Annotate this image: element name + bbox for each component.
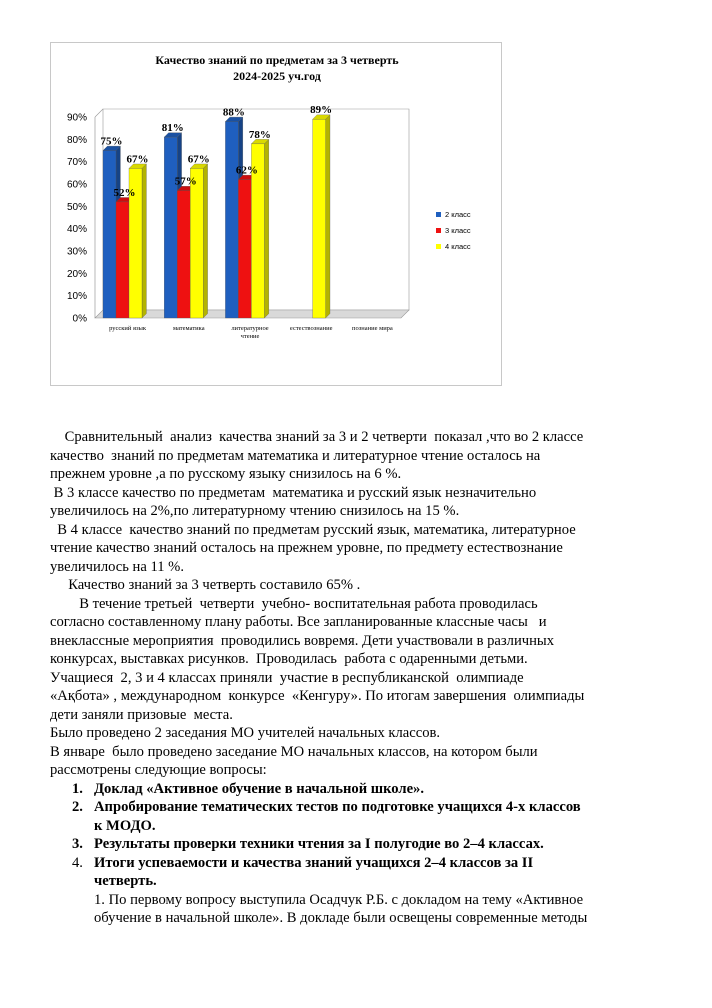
paragraph-3-line: увеличилось на 11 %. [50,558,184,575]
bar-2-klass-1 [103,151,116,319]
bar-3-klass-2 [177,191,190,318]
list-number: 1. [72,780,83,797]
y-tick-label: 90% [66,112,87,124]
paragraph-5-line: внеклассные мероприятия проводились вовремя. Дети участвовали в различных [50,632,555,649]
y-tick-label: 80% [66,134,87,146]
legend-entry: 2 класс [445,210,471,219]
legend-swatch [436,212,441,217]
legend-swatch [436,228,441,233]
x-category-label: познание мира [351,325,393,332]
agenda-item-text: к МОДО. [94,817,156,834]
paragraph-5-line: Учащиеся 2, 3 и 4 классах приняли участие в республиканской олимпиаде [50,669,524,686]
y-tick-label: 10% [66,291,87,303]
paragraph-1-line: Сравнительный анализ качества знаний за 3 и 2 четверти показал ,что во 2 классе [50,429,584,445]
agenda-item-text: Доклад «Активное обучение в начальной школе». [94,780,425,797]
paragraph-2-line: увеличилось на 2%,по литературному чтению снизилось на 15 %. [50,503,460,519]
paragraph-5-line: согласно составленному плану работы. Все запланированные классные часы и [50,614,547,630]
agenda-item [50,835,680,854]
bar-4-klass-3-side [264,139,268,318]
data-label: 67% [126,153,149,166]
bar-2-klass-3 [225,121,238,318]
agenda-item [50,854,680,891]
data-label: 89% [310,104,333,117]
paragraph-5-line: «Ақбота» , международном конкурсе «Кенгуру». По итогам завершения олимпиады [50,688,585,704]
paragraph-5-line: конкурсах, выставках рисунков. Проводилась работа с одаренными детьми. [50,651,528,667]
paragraph-7-line: В январе было проведено заседание МО начальных классов, на котором были [50,743,538,760]
data-label: 88% [222,106,245,119]
agenda-item-text: Итоги успеваемости и качества знаний учащихся 2–4 классов за II [94,854,534,871]
x-category-label: литературное [231,325,269,332]
bar-2-klass-2 [164,137,177,318]
data-label: 57% [174,175,197,188]
x-category-label: чтение [240,333,260,340]
bar-chart [51,43,501,385]
legend-entry: 3 класс [445,226,471,235]
x-category-label: русский язык [109,325,147,332]
data-label: 81% [161,122,184,135]
legend-entry: 4 класс [445,242,471,251]
bar-4-klass-4 [313,119,326,318]
paragraph-3-line: чтение качество знаний осталось на прежнем уровне, по предмету естествознание [50,540,563,556]
list-number: 3. [72,836,83,852]
sub-paragraph-line: 1. По первому вопросу выступила Осадчук Р.Б. с докладом на тему «Активное [94,891,584,908]
list-number: 4. [72,854,83,871]
y-axis-edge [95,109,103,117]
paragraph-2-line: В 3 классе качество по предметам математика и русский язык незначительно [50,484,537,501]
chart-title-line2: 2024-2025 уч.год [233,69,321,83]
data-label: 67% [187,153,210,166]
legend-swatch [436,244,441,249]
x-category-label: естествознание [289,325,333,332]
y-tick-label: 60% [66,179,87,191]
agenda-item-text: Результаты проверки техники чтения за I полугодие во 2–4 классах. [94,836,544,852]
paragraph-4-line: Качество знаний за 3 четверть составило 65% . [50,577,361,593]
data-label: 75% [100,135,123,148]
bar-3-klass-1 [116,202,129,318]
data-label: 78% [248,128,271,141]
data-label: 62% [235,164,258,177]
bar-4-klass-4-side [326,115,330,318]
y-tick-label: 50% [66,201,87,213]
paragraph-1-line: прежнем уровне ,а по русскому языку снизилось на 6 %. [50,466,402,482]
y-tick-label: 30% [66,246,87,258]
paragraph-5-line: В течение третьей четверти учебно- воспитательная работа проводилась [50,595,538,612]
bar-4-klass-2-side [203,164,207,318]
agenda-item-text: Апробирование тематических тестов по подготовке учащихся 4-х классов [94,799,581,815]
agenda-item [50,780,680,799]
bar-4-klass-1-side [142,164,146,318]
paragraph-6-line: Было проведено 2 заседания МО учителей начальных классов. [50,725,441,741]
paragraph-7-line: рассмотрены следующие вопросы: [50,762,267,778]
y-tick-label: 70% [66,157,87,169]
paragraph-1-line: качество знаний по предметам математика и литературное чтение осталось на [50,447,541,464]
y-tick-label: 20% [66,268,87,280]
agenda-item-text: четверть. [94,873,157,889]
sub-paragraph-line: обучение в начальной школе». В докладе были освещены современные методы [94,910,588,926]
bar-4-klass-2 [190,168,203,318]
y-tick-label: 0% [72,313,87,325]
document-body [50,428,680,928]
chart-title-line1: Качество знаний по предметам за 3 четверть [155,53,399,67]
chart-frame [50,42,502,386]
y-tick-label: 40% [66,224,87,236]
x-category-label: математика [173,325,205,332]
agenda-item [50,798,680,835]
list-number: 2. [72,799,83,815]
paragraph-3-line: В 4 классе качество знаний по предметам русский язык, математика, литературное [50,521,576,538]
paragraph-5-line: дети заняли призовые места. [50,706,233,723]
bar-3-klass-3 [238,180,251,318]
data-label: 52% [113,186,136,199]
